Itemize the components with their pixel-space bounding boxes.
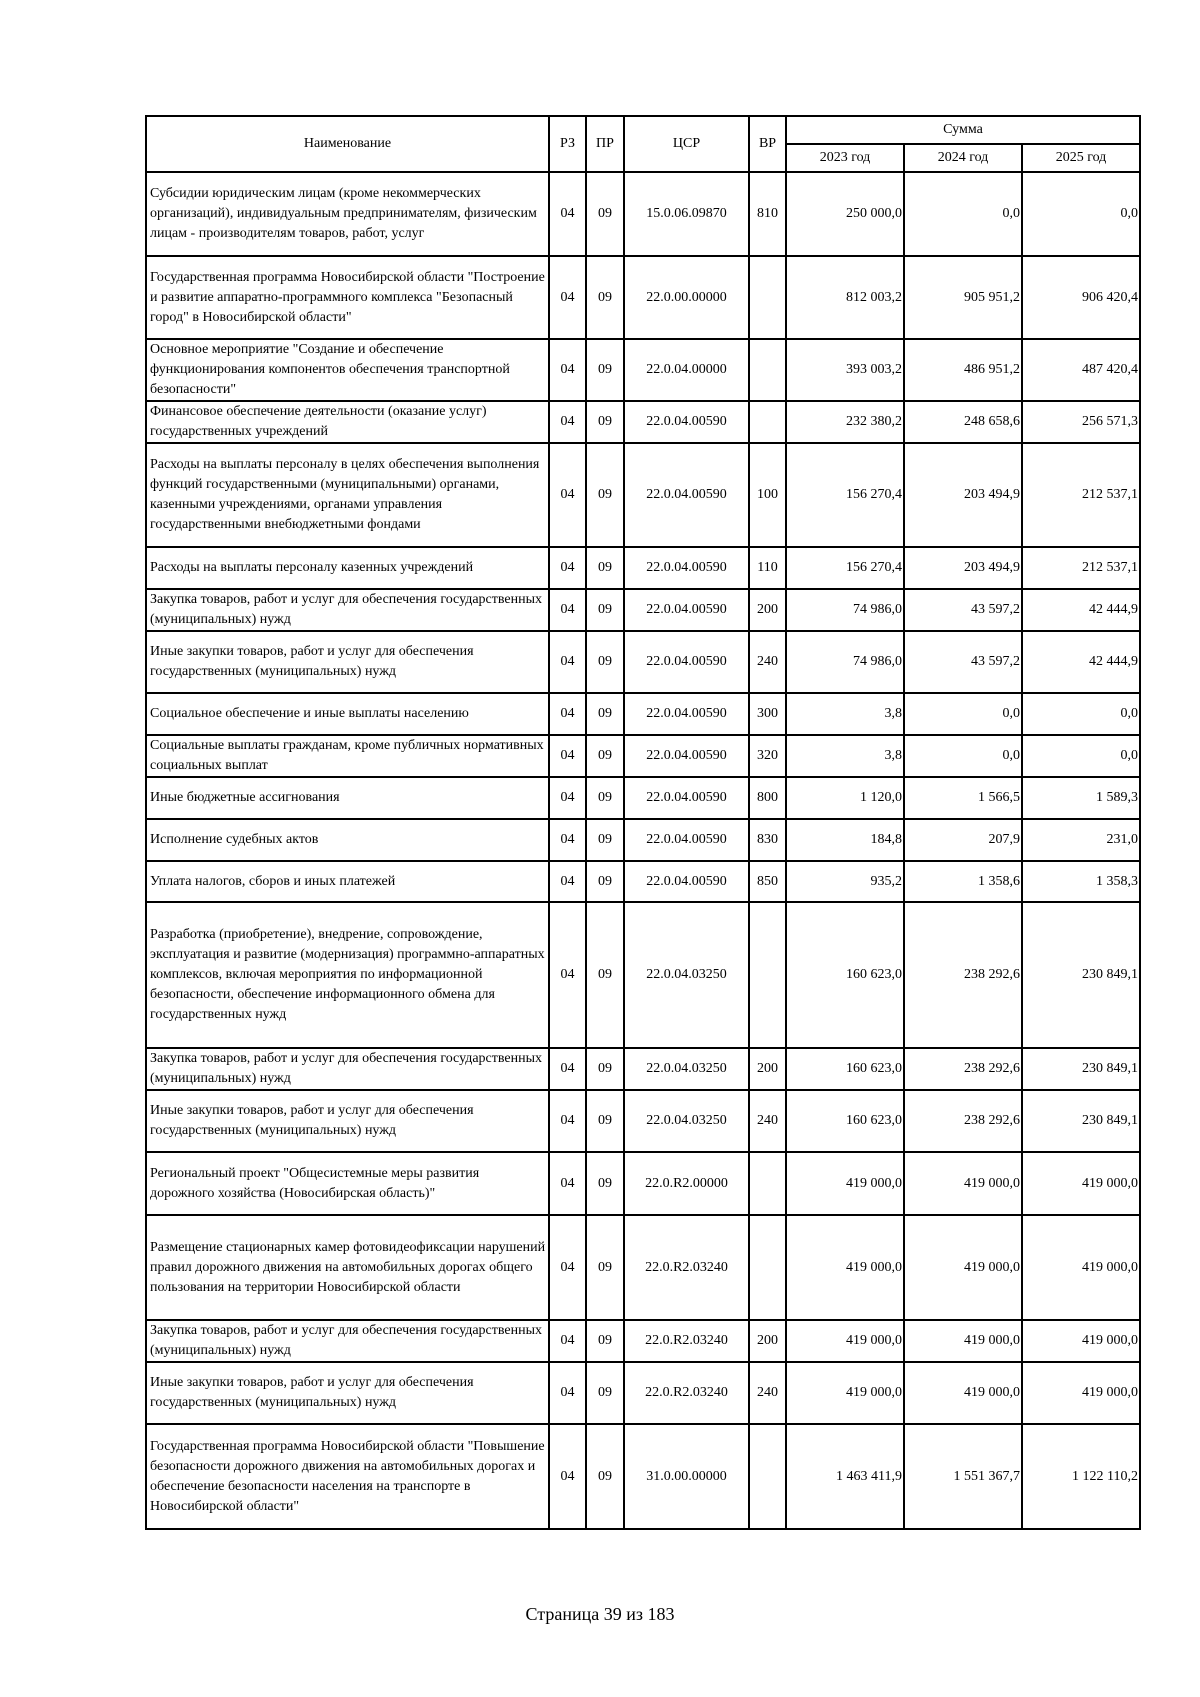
page-number: Страница 39 из 183 bbox=[525, 1604, 675, 1624]
row-name: Государственная программа Новосибирской области "Построение и развитие аппаратно-программного комплекса "Безопасный город" в Новосибирской области" bbox=[146, 256, 549, 339]
row-csr: 22.0.04.00590 bbox=[624, 735, 749, 777]
row-amount-2024: 238 292,6 bbox=[904, 902, 1022, 1048]
row-amount-2024: 238 292,6 bbox=[904, 1090, 1022, 1152]
row-amount-2024: 238 292,6 bbox=[904, 1048, 1022, 1090]
row-vr bbox=[749, 902, 786, 1048]
row-amount-2023: 1 120,0 bbox=[786, 777, 904, 819]
row-name: Разработка (приобретение), внедрение, сопровождение, эксплуатация и развитие (модернизация) программно-аппаратных комплексов, включая мероприятия по информационной безопасности, обеспечение информационного обмена для государственных нужд bbox=[146, 902, 549, 1048]
table-row bbox=[146, 735, 1140, 777]
row-rz: 04 bbox=[549, 861, 586, 902]
column-header-year-2023: 2023 год bbox=[786, 144, 904, 172]
row-amount-2024: 419 000,0 bbox=[904, 1320, 1022, 1362]
row-vr: 320 bbox=[749, 735, 786, 777]
row-vr: 200 bbox=[749, 1320, 786, 1362]
row-vr: 240 bbox=[749, 1090, 786, 1152]
row-name: Социальные выплаты гражданам, кроме публичных нормативных социальных выплат bbox=[146, 735, 549, 777]
row-vr: 200 bbox=[749, 1048, 786, 1090]
row-amount-2023: 160 623,0 bbox=[786, 1048, 904, 1090]
row-pr: 09 bbox=[586, 589, 624, 631]
row-name: Уплата налогов, сборов и иных платежей bbox=[146, 861, 549, 902]
table-row bbox=[146, 1048, 1140, 1090]
row-pr: 09 bbox=[586, 172, 624, 256]
row-rz: 04 bbox=[549, 735, 586, 777]
row-amount-2024: 1 358,6 bbox=[904, 861, 1022, 902]
row-csr: 22.0.04.00590 bbox=[624, 819, 749, 861]
row-amount-2025: 212 537,1 bbox=[1022, 443, 1140, 547]
row-csr: 22.0.04.00590 bbox=[624, 693, 749, 735]
row-vr: 800 bbox=[749, 777, 786, 819]
row-csr: 22.0.04.00590 bbox=[624, 631, 749, 693]
row-vr: 810 bbox=[749, 172, 786, 256]
row-vr: 110 bbox=[749, 547, 786, 589]
row-rz: 04 bbox=[549, 401, 586, 443]
row-csr: 22.0.04.00590 bbox=[624, 443, 749, 547]
row-amount-2025: 0,0 bbox=[1022, 172, 1140, 256]
row-amount-2023: 419 000,0 bbox=[786, 1362, 904, 1424]
column-header-sum: Сумма bbox=[786, 116, 1140, 144]
row-rz: 04 bbox=[549, 902, 586, 1048]
row-csr: 22.0.04.00590 bbox=[624, 861, 749, 902]
table-row bbox=[146, 256, 1140, 339]
row-name: Исполнение судебных актов bbox=[146, 819, 549, 861]
row-amount-2025: 1 589,3 bbox=[1022, 777, 1140, 819]
row-amount-2025: 419 000,0 bbox=[1022, 1362, 1140, 1424]
column-header-year-2025: 2025 год bbox=[1022, 144, 1140, 172]
row-rz: 04 bbox=[549, 443, 586, 547]
row-csr: 22.0.R2.03240 bbox=[624, 1215, 749, 1320]
table-row bbox=[146, 1215, 1140, 1320]
row-name: Расходы на выплаты персоналу в целях обеспечения выполнения функций государственными (муниципальными) органами, казенными учреждениями, органами управления государственными внебюджетными фондами bbox=[146, 443, 549, 547]
row-pr: 09 bbox=[586, 1152, 624, 1215]
row-amount-2023: 935,2 bbox=[786, 861, 904, 902]
row-rz: 04 bbox=[549, 1362, 586, 1424]
row-rz: 04 bbox=[549, 631, 586, 693]
row-csr: 22.0.R2.03240 bbox=[624, 1320, 749, 1362]
row-csr: 22.0.04.00590 bbox=[624, 547, 749, 589]
row-csr: 22.0.04.00590 bbox=[624, 401, 749, 443]
row-rz: 04 bbox=[549, 1152, 586, 1215]
row-amount-2023: 419 000,0 bbox=[786, 1320, 904, 1362]
row-rz: 04 bbox=[549, 1424, 586, 1529]
row-amount-2023: 156 270,4 bbox=[786, 443, 904, 547]
row-amount-2023: 160 623,0 bbox=[786, 1090, 904, 1152]
row-amount-2023: 184,8 bbox=[786, 819, 904, 861]
row-amount-2025: 212 537,1 bbox=[1022, 547, 1140, 589]
row-rz: 04 bbox=[549, 172, 586, 256]
row-amount-2024: 419 000,0 bbox=[904, 1362, 1022, 1424]
budget-table bbox=[145, 115, 1141, 1530]
table-row bbox=[146, 693, 1140, 735]
row-vr: 300 bbox=[749, 693, 786, 735]
table-row bbox=[146, 401, 1140, 443]
row-amount-2023: 419 000,0 bbox=[786, 1152, 904, 1215]
table-row bbox=[146, 631, 1140, 693]
row-amount-2025: 906 420,4 bbox=[1022, 256, 1140, 339]
row-amount-2024: 486 951,2 bbox=[904, 339, 1022, 401]
table-row bbox=[146, 547, 1140, 589]
row-rz: 04 bbox=[549, 1320, 586, 1362]
row-amount-2024: 1 566,5 bbox=[904, 777, 1022, 819]
row-vr bbox=[749, 256, 786, 339]
row-pr: 09 bbox=[586, 1090, 624, 1152]
row-amount-2025: 487 420,4 bbox=[1022, 339, 1140, 401]
row-amount-2024: 419 000,0 bbox=[904, 1152, 1022, 1215]
row-amount-2025: 419 000,0 bbox=[1022, 1215, 1140, 1320]
row-csr: 22.0.R2.00000 bbox=[624, 1152, 749, 1215]
row-rz: 04 bbox=[549, 256, 586, 339]
row-rz: 04 bbox=[549, 819, 586, 861]
row-name: Закупка товаров, работ и услуг для обеспечения государственных (муниципальных) нужд bbox=[146, 1320, 549, 1362]
row-amount-2023: 393 003,2 bbox=[786, 339, 904, 401]
table-row bbox=[146, 1320, 1140, 1362]
row-vr: 850 bbox=[749, 861, 786, 902]
row-csr: 22.0.04.03250 bbox=[624, 1090, 749, 1152]
row-name: Иные закупки товаров, работ и услуг для обеспечения государственных (муниципальных) нужд bbox=[146, 1090, 549, 1152]
table-row bbox=[146, 339, 1140, 401]
row-pr: 09 bbox=[586, 777, 624, 819]
row-amount-2024: 203 494,9 bbox=[904, 547, 1022, 589]
table-row bbox=[146, 443, 1140, 547]
row-amount-2023: 74 986,0 bbox=[786, 589, 904, 631]
row-name: Закупка товаров, работ и услуг для обеспечения государственных (муниципальных) нужд bbox=[146, 1048, 549, 1090]
row-csr: 22.0.04.03250 bbox=[624, 1048, 749, 1090]
row-amount-2025: 419 000,0 bbox=[1022, 1152, 1140, 1215]
row-rz: 04 bbox=[549, 1090, 586, 1152]
row-rz: 04 bbox=[549, 777, 586, 819]
row-amount-2024: 0,0 bbox=[904, 693, 1022, 735]
row-amount-2025: 256 571,3 bbox=[1022, 401, 1140, 443]
row-rz: 04 bbox=[549, 1048, 586, 1090]
row-amount-2025: 0,0 bbox=[1022, 735, 1140, 777]
row-amount-2023: 232 380,2 bbox=[786, 401, 904, 443]
row-csr: 22.0.04.03250 bbox=[624, 902, 749, 1048]
row-vr bbox=[749, 1152, 786, 1215]
row-csr: 31.0.00.00000 bbox=[624, 1424, 749, 1529]
row-amount-2023: 812 003,2 bbox=[786, 256, 904, 339]
row-amount-2024: 203 494,9 bbox=[904, 443, 1022, 547]
row-name: Финансовое обеспечение деятельности (оказание услуг) государственных учреждений bbox=[146, 401, 549, 443]
row-rz: 04 bbox=[549, 1215, 586, 1320]
column-header-vr: ВР bbox=[749, 116, 786, 172]
row-amount-2024: 207,9 bbox=[904, 819, 1022, 861]
row-pr: 09 bbox=[586, 1215, 624, 1320]
row-pr: 09 bbox=[586, 1320, 624, 1362]
row-amount-2025: 0,0 bbox=[1022, 693, 1140, 735]
row-name: Иные закупки товаров, работ и услуг для обеспечения государственных (муниципальных) нужд bbox=[146, 631, 549, 693]
row-pr: 09 bbox=[586, 339, 624, 401]
row-amount-2025: 419 000,0 bbox=[1022, 1320, 1140, 1362]
row-pr: 09 bbox=[586, 256, 624, 339]
row-pr: 09 bbox=[586, 735, 624, 777]
row-name: Закупка товаров, работ и услуг для обеспечения государственных (муниципальных) нужд bbox=[146, 589, 549, 631]
row-amount-2023: 74 986,0 bbox=[786, 631, 904, 693]
row-vr: 200 bbox=[749, 589, 786, 631]
table-row bbox=[146, 819, 1140, 861]
row-amount-2024: 43 597,2 bbox=[904, 631, 1022, 693]
row-pr: 09 bbox=[586, 631, 624, 693]
row-csr: 22.0.04.00590 bbox=[624, 589, 749, 631]
row-amount-2024: 419 000,0 bbox=[904, 1215, 1022, 1320]
row-pr: 09 bbox=[586, 1424, 624, 1529]
row-pr: 09 bbox=[586, 1048, 624, 1090]
column-header-pr: ПР bbox=[586, 116, 624, 172]
row-amount-2024: 1 551 367,7 bbox=[904, 1424, 1022, 1529]
row-name: Иные закупки товаров, работ и услуг для обеспечения государственных (муниципальных) нужд bbox=[146, 1362, 549, 1424]
row-pr: 09 bbox=[586, 547, 624, 589]
row-name: Основное мероприятие "Создание и обеспечение функционирования компонентов обеспечения транспортной безопасности" bbox=[146, 339, 549, 401]
row-rz: 04 bbox=[549, 547, 586, 589]
row-vr bbox=[749, 1215, 786, 1320]
table-row bbox=[146, 902, 1140, 1048]
row-amount-2025: 230 849,1 bbox=[1022, 902, 1140, 1048]
row-vr bbox=[749, 1424, 786, 1529]
row-name: Региональный проект "Общесистемные меры развития дорожного хозяйства (Новосибирская область)" bbox=[146, 1152, 549, 1215]
row-name: Государственная программа Новосибирской области "Повышение безопасности дорожного движения на автомобильных дорогах и обеспечение безопасности населения на транспорте в Новосибирской области" bbox=[146, 1424, 549, 1529]
row-name: Размещение стационарных камер фотовидеофиксации нарушений правил дорожного движения на автомобильных дорогах общего пользования на территории Новосибирской области bbox=[146, 1215, 549, 1320]
row-amount-2024: 0,0 bbox=[904, 172, 1022, 256]
row-amount-2025: 1 358,3 bbox=[1022, 861, 1140, 902]
row-amount-2024: 248 658,6 bbox=[904, 401, 1022, 443]
row-amount-2024: 43 597,2 bbox=[904, 589, 1022, 631]
row-amount-2025: 231,0 bbox=[1022, 819, 1140, 861]
row-amount-2023: 160 623,0 bbox=[786, 902, 904, 1048]
table-row bbox=[146, 172, 1140, 256]
column-header-rz: РЗ bbox=[549, 116, 586, 172]
table-body bbox=[146, 172, 1140, 1529]
row-name: Иные бюджетные ассигнования bbox=[146, 777, 549, 819]
row-vr bbox=[749, 339, 786, 401]
row-amount-2025: 230 849,1 bbox=[1022, 1048, 1140, 1090]
row-csr: 22.0.04.00000 bbox=[624, 339, 749, 401]
column-header-csr: ЦСР bbox=[624, 116, 749, 172]
row-amount-2023: 156 270,4 bbox=[786, 547, 904, 589]
row-vr: 240 bbox=[749, 1362, 786, 1424]
row-csr: 22.0.00.00000 bbox=[624, 256, 749, 339]
row-rz: 04 bbox=[549, 589, 586, 631]
row-amount-2023: 250 000,0 bbox=[786, 172, 904, 256]
column-header-name: Наименование bbox=[146, 116, 549, 172]
table-row bbox=[146, 1090, 1140, 1152]
row-vr bbox=[749, 401, 786, 443]
row-rz: 04 bbox=[549, 339, 586, 401]
row-pr: 09 bbox=[586, 1362, 624, 1424]
table-row bbox=[146, 1152, 1140, 1215]
row-pr: 09 bbox=[586, 693, 624, 735]
row-amount-2023: 3,8 bbox=[786, 693, 904, 735]
row-vr: 100 bbox=[749, 443, 786, 547]
row-amount-2024: 0,0 bbox=[904, 735, 1022, 777]
row-pr: 09 bbox=[586, 443, 624, 547]
row-pr: 09 bbox=[586, 902, 624, 1048]
table-row bbox=[146, 1362, 1140, 1424]
row-amount-2023: 1 463 411,9 bbox=[786, 1424, 904, 1529]
table-row bbox=[146, 589, 1140, 631]
row-amount-2025: 42 444,9 bbox=[1022, 589, 1140, 631]
row-name: Субсидии юридическим лицам (кроме некоммерческих организаций), индивидуальным предпринимателям, физическим лицам - производителям товаров, работ, услуг bbox=[146, 172, 549, 256]
table-row bbox=[146, 861, 1140, 902]
table-row bbox=[146, 777, 1140, 819]
row-csr: 15.0.06.09870 bbox=[624, 172, 749, 256]
row-amount-2023: 419 000,0 bbox=[786, 1215, 904, 1320]
row-csr: 22.0.04.00590 bbox=[624, 777, 749, 819]
column-header-year-2024: 2024 год bbox=[904, 144, 1022, 172]
row-amount-2024: 905 951,2 bbox=[904, 256, 1022, 339]
row-pr: 09 bbox=[586, 401, 624, 443]
row-amount-2023: 3,8 bbox=[786, 735, 904, 777]
row-pr: 09 bbox=[586, 819, 624, 861]
row-csr: 22.0.R2.03240 bbox=[624, 1362, 749, 1424]
row-pr: 09 bbox=[586, 861, 624, 902]
row-rz: 04 bbox=[549, 693, 586, 735]
row-amount-2025: 230 849,1 bbox=[1022, 1090, 1140, 1152]
row-name: Расходы на выплаты персоналу казенных учреждений bbox=[146, 547, 549, 589]
row-amount-2025: 42 444,9 bbox=[1022, 631, 1140, 693]
row-vr: 240 bbox=[749, 631, 786, 693]
row-name: Социальное обеспечение и иные выплаты населению bbox=[146, 693, 549, 735]
table-row bbox=[146, 1424, 1140, 1529]
row-amount-2025: 1 122 110,2 bbox=[1022, 1424, 1140, 1529]
row-vr: 830 bbox=[749, 819, 786, 861]
